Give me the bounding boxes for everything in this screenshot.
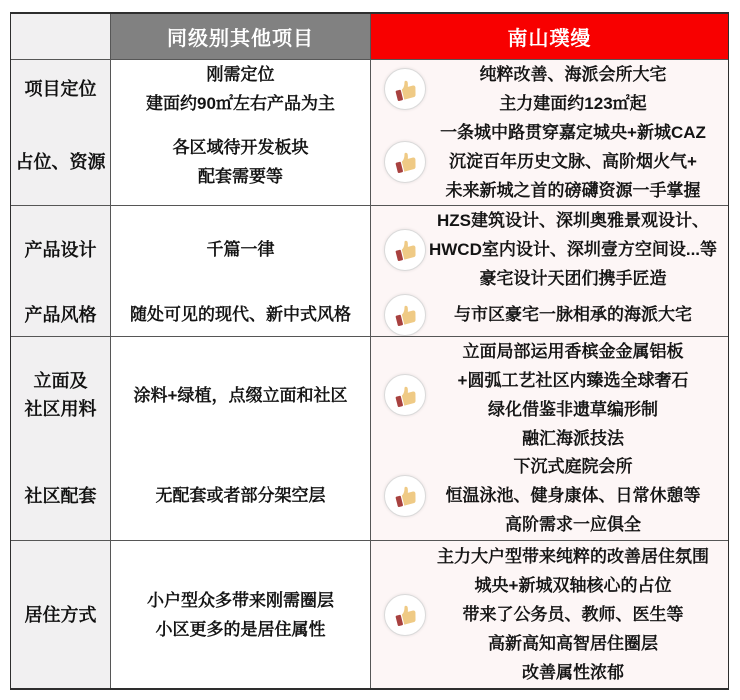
cell-line: 恒温泳池、健身康体、日常休憩等 [445,486,701,505]
table-row [11,450,728,540]
cell-line: 小户型众多带来刚需圈层 [147,590,334,610]
cell-line: 下沉式庭院会所 [513,457,633,476]
cell-line: 沉淀百年历史文脉、高阶烟火气+ [449,152,697,171]
project-cell [370,293,728,336]
thumb-badge [384,68,426,110]
cell-line: 涂料+绿植，点缀立面和社区 [133,385,348,405]
other-projects-cell [110,118,370,205]
other-projects-cell [110,60,370,118]
thumbs-up-icon [392,148,419,175]
table-row [11,117,728,205]
thumb-badge [384,594,426,636]
cell-line: HWCD室内设计、深圳壹方空间设...等 [428,240,718,259]
cell-line: 融汇海派技法 [522,429,624,448]
thumb-badge [384,229,426,271]
table-row [11,336,728,450]
cell-line: HZS建筑设计、深圳奥雅景观设计、 [437,211,709,230]
row-label [11,293,110,336]
cell-line: 一条城中路贯穿嘉定城央+新城CAZ [440,123,706,142]
project-text-block [426,542,728,687]
table-row [11,205,728,292]
project-cell [370,118,728,205]
cell-line: 各区域待开发板块 [172,137,309,157]
project-text-block [426,300,728,329]
cell-line: 改善属性浓郁 [522,663,624,682]
cell-line: 与市区豪宅一脉相承的海派大宅 [454,305,692,324]
row-label [11,541,110,688]
thumbs-up-icon [392,601,419,628]
project-cell [370,541,728,688]
project-text-block [426,337,728,453]
row-label-text: 居住方式 [24,604,97,625]
cell-line: 纯粹改善、海派会所大宅 [479,65,667,84]
comparison-table [10,12,729,690]
thumbs-up-icon [392,382,419,409]
other-projects-cell [110,451,370,540]
row-label-text: 项目定位 [24,79,97,99]
thumbs-up-icon [392,76,419,103]
cell-line: +圆弧工艺社区内臻选全球奢石 [457,371,689,390]
project-cell [370,206,728,293]
table-row [11,292,728,336]
cell-line: 绿化借鉴非遗草编形制 [488,400,658,419]
cell-line: 豪宅设计天团们携手匠造 [479,269,667,288]
thumbs-up-icon [392,482,419,509]
cell-line: 无配套或者部分架空层 [155,486,326,505]
row-label-text: 立面及 [33,371,88,391]
other-projects-cell [110,206,370,293]
table-row [11,540,728,688]
row-label-text: 社区配套 [24,485,97,506]
header-row [11,14,728,59]
cell-line: 主力大户型带来纯粹的改善居住氛围 [437,547,709,566]
table-row [11,59,728,117]
cell-line: 随处可见的现代、新中式风格 [130,305,351,324]
project-cell [370,337,728,453]
project-text-block [426,60,728,118]
project-text-block [426,206,728,293]
cell-line: 带来了公务员、教师、医生等 [462,605,684,624]
project-text-block [426,118,728,205]
project-text-block [426,452,728,539]
header-other-projects: 同级别其他项目 [110,14,370,59]
thumbs-up-icon [392,301,419,328]
cell-line: 高新高知高智居住圈层 [488,634,658,653]
cell-line: 高阶需求一应俱全 [505,515,641,534]
row-label [11,60,110,118]
cell-line: 未来新城之首的磅礴资源一手掌握 [445,181,701,200]
header-nanshan-puman: 南山璞缦 [370,14,728,59]
thumb-badge [384,141,426,183]
cell-line: 刚需定位 [206,65,275,84]
row-label-text: 产品风格 [24,304,97,325]
other-projects-cell [110,337,370,453]
thumb-badge [384,294,426,336]
corner-cell [11,14,110,59]
row-label-text: 产品设计 [24,239,97,260]
cell-line: 城央+新城双轴核心的占位 [474,576,672,595]
cell-line: 建面约90㎡左右产品为主 [146,94,335,113]
cell-line: 立面局部运用香槟金金属铝板 [462,342,684,361]
cell-line: 千篇一律 [206,240,275,259]
other-projects-cell [110,293,370,336]
row-label [11,451,110,540]
cell-line: 小区更多的是居住属性 [155,619,326,639]
thumb-badge [384,475,426,517]
row-label [11,337,110,453]
row-label-text: 社区用料 [24,399,97,419]
project-cell [370,60,728,118]
thumb-badge [384,374,426,416]
row-label [11,118,110,205]
cell-line: 主力建面约123㎡起 [499,94,647,113]
other-projects-cell [110,541,370,688]
row-label-text: 占位、资源 [15,151,106,172]
row-label [11,206,110,293]
project-cell [370,451,728,540]
cell-line: 配套需要等 [198,166,283,186]
thumbs-up-icon [392,236,419,263]
